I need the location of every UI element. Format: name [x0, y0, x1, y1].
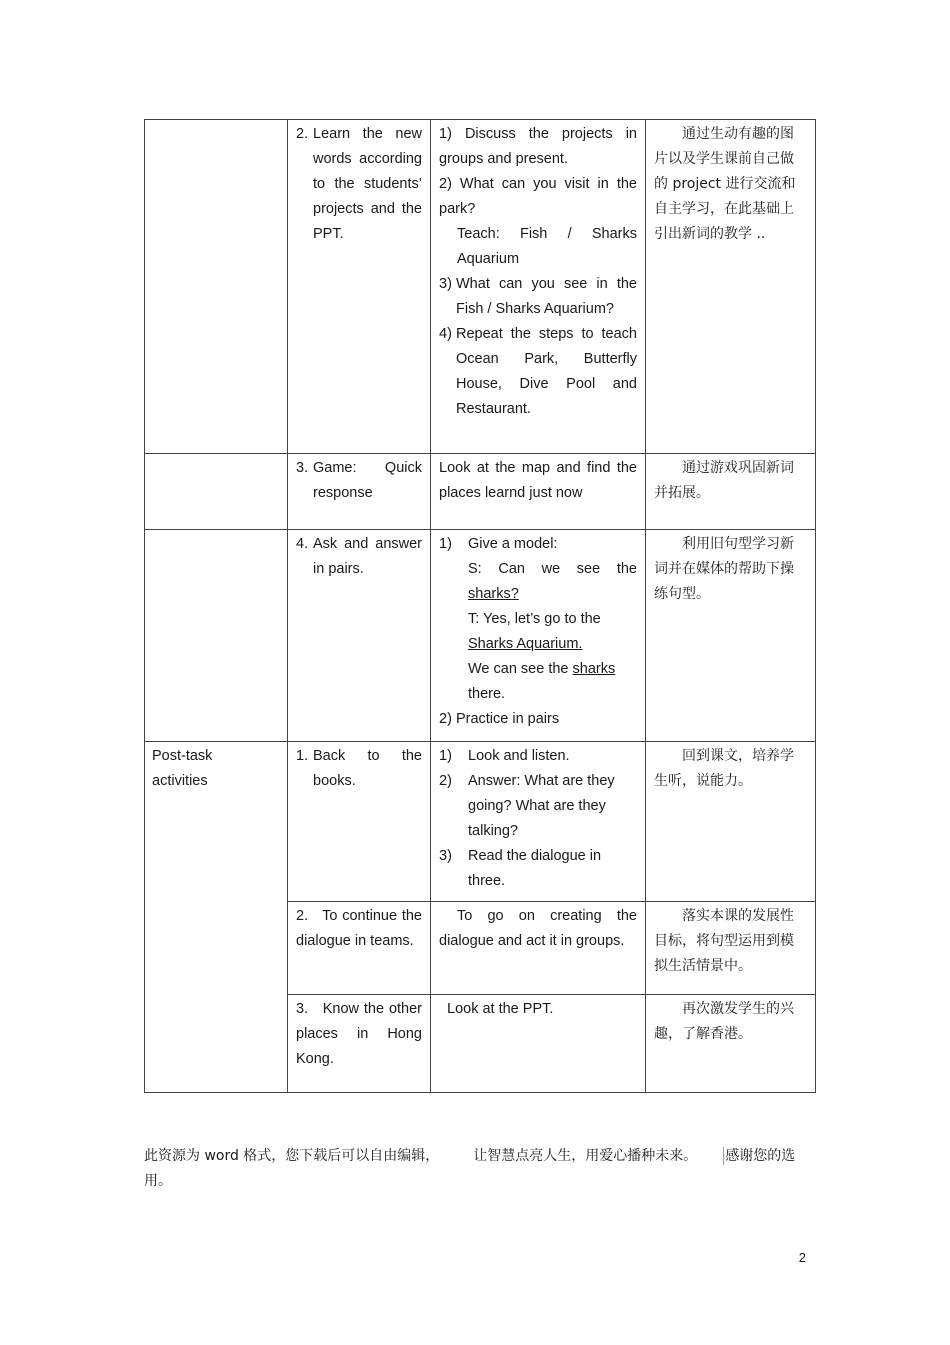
- activity-text: Teach: Fish / Sharks Aquarium: [457, 226, 637, 267]
- table-row: [145, 454, 816, 530]
- purpose-cell: [646, 530, 816, 742]
- activity-number: 1): [439, 536, 452, 552]
- activity-text: Look at the PPT.: [447, 1001, 554, 1017]
- step-number: 1.: [296, 748, 309, 764]
- lesson-plan-table: [144, 119, 816, 1093]
- footer-text: 此资源为 word 格式，您下载后可以自由编辑，: [144, 1148, 440, 1164]
- activity-cell: [431, 530, 646, 742]
- footer-note: [144, 1144, 814, 1194]
- activity-number: 2): [439, 773, 452, 789]
- step-number: 2.: [296, 126, 309, 142]
- purpose-cell: [646, 995, 816, 1093]
- stage-cell: [145, 454, 288, 530]
- purpose-text: 回到课文，培养学生听，说能力。: [654, 748, 794, 789]
- step-text: Back to the books.: [313, 748, 422, 789]
- activity-number: 2): [439, 176, 452, 192]
- stage-cell: [145, 742, 288, 1093]
- activity-cell: [431, 120, 646, 454]
- activity-text: Discuss the projects in groups and present.: [439, 126, 637, 167]
- underlined-word: Sharks Aquarium.: [468, 636, 583, 652]
- dialogue-line: there.: [468, 686, 506, 702]
- activity-text: What can you visit in the park?: [439, 176, 637, 217]
- activity-number: 1): [439, 748, 452, 764]
- stage-label: Post-task activities: [152, 748, 213, 789]
- step-text: Learn the new words according to the students’ projects and the PPT.: [313, 126, 422, 242]
- purpose-text: 通过生动有趣的图片以及学生课前自己做的 project 进行交流和自主学习，在此基础上引出新词的教学 ..: [654, 126, 796, 242]
- activity-cell: [431, 742, 646, 902]
- activity-number: 1): [439, 126, 452, 142]
- activity-number: 3): [439, 276, 452, 292]
- table-row: [145, 120, 816, 454]
- activity-cell: [431, 995, 646, 1093]
- activity-number: 2): [439, 711, 452, 727]
- purpose-cell: [646, 454, 816, 530]
- stage-cell: [145, 530, 288, 742]
- purpose-cell: [646, 902, 816, 995]
- activity-text: Repeat the steps to teach Ocean Park, Butterfly House, Dive Pool and Restaurant.: [456, 326, 637, 417]
- step-number: 4.: [296, 536, 309, 552]
- step-cell: [288, 995, 431, 1093]
- step-cell: [288, 902, 431, 995]
- table-row: [145, 530, 816, 742]
- step-text: 3. Know the other places in Hong Kong.: [296, 1001, 427, 1067]
- activity-text: Read the dialogue in three.: [468, 848, 602, 889]
- activity-text: Answer: What are they going? What are they talking?: [468, 773, 615, 839]
- footer-text: 感谢您的选用。: [144, 1148, 796, 1189]
- underlined-word: sharks?: [468, 586, 519, 602]
- activity-text: To go on creating the dialogue and act it in groups.: [439, 908, 637, 949]
- step-text: Ask and answer in pairs.: [313, 536, 422, 577]
- activity-text: Look and listen.: [468, 748, 570, 764]
- step-text: 2. To continue the dialogue in teams.: [296, 908, 427, 949]
- dialogue-line: S: Can we see the: [468, 561, 637, 577]
- activity-number: 4): [439, 326, 452, 342]
- dialogue-line: We can see the: [468, 661, 569, 677]
- purpose-cell: [646, 120, 816, 454]
- stage-cell: [145, 120, 288, 454]
- purpose-text: 落实本课的发展性目标，将句型运用到模拟生活情景中。: [654, 908, 794, 974]
- step-cell: [288, 454, 431, 530]
- purpose-text: 再次激发学生的兴趣，了解香港。: [654, 1001, 794, 1042]
- step-text: Game: Quick response: [313, 460, 422, 501]
- activity-text: Look at the map and find the places learnd just now: [439, 460, 637, 501]
- activity-cell: [431, 902, 646, 995]
- dialogue-line: T: Yes, let’s go to the: [468, 611, 601, 627]
- activity-number: 3): [439, 848, 452, 864]
- activity-text: What can you see in the Fish / Sharks Aquarium?: [456, 276, 637, 317]
- step-cell: [288, 530, 431, 742]
- page-number: 2: [798, 1250, 806, 1265]
- activity-text: Practice in pairs: [455, 711, 560, 727]
- step-cell: [288, 120, 431, 454]
- purpose-cell: [646, 742, 816, 902]
- purpose-text: 通过游戏巩固新词并拓展。: [654, 460, 794, 501]
- activity-cell: [431, 454, 646, 530]
- activity-text: Give a model:: [468, 536, 558, 552]
- purpose-text: 利用旧句型学习新词并在媒体的帮助下操练句型。: [654, 536, 794, 602]
- footer-text: 让智慧点亮人生，用爱心播种未来。: [473, 1148, 698, 1164]
- table-row: [145, 742, 816, 902]
- underlined-word: sharks: [572, 661, 616, 677]
- step-number: 3.: [296, 460, 309, 476]
- step-cell: [288, 742, 431, 902]
